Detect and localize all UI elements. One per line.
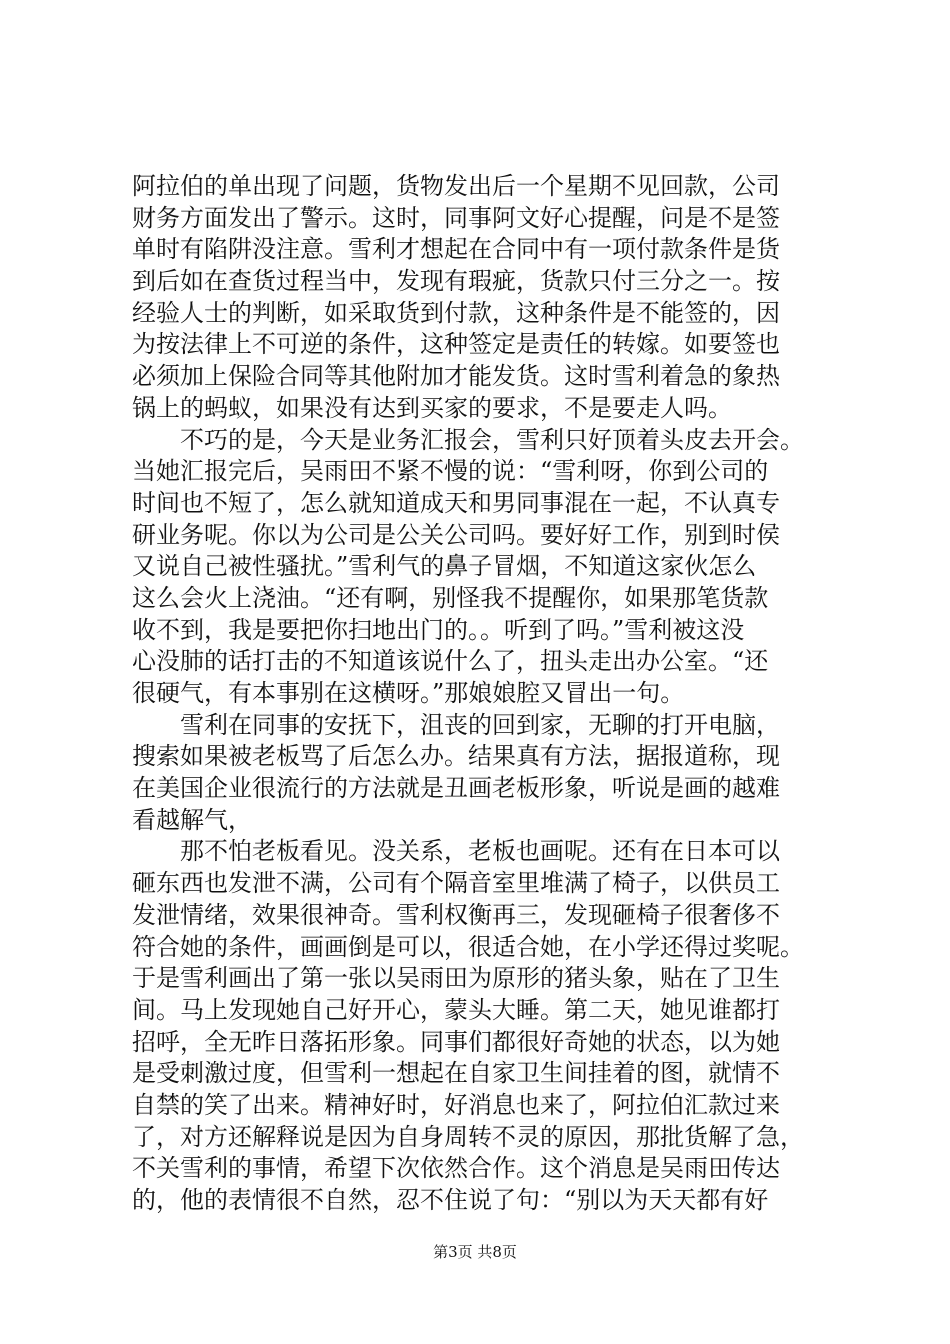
text-line: 财务方面发出了警示。这时，同事阿文好心提醒，问是不是签: [132, 203, 780, 232]
body-text: [132, 171, 832, 1217]
text-line: 不关雪利的事情，希望下次依然合作。这个消息是吴雨田传达: [132, 1154, 780, 1183]
text-line: 看越解气，: [132, 805, 252, 834]
text-line: 单时有陷阱没注意。雪利才想起在合同中有一项付款条件是货: [132, 235, 780, 264]
text-line: 当她汇报完后，吴雨田不紧不慢的说：“雪利呀，你到公司的: [132, 457, 769, 486]
text-line: 阿拉伯的单出现了问题，货物发出后一个星期不见回款，公司: [132, 172, 780, 200]
text-line: 符合她的条件，画画倒是可以，很适合她，在小学还得过奖呢。: [132, 932, 804, 961]
text-line: 必须加上保险合同等其他附加才能发货。这时雪利着急的象热: [132, 362, 780, 391]
text-line: 锅上的蚂蚁，如果没有达到买家的要求，不是要走人吗。: [132, 393, 732, 422]
text-line: 研业务呢。你以为公司是公关公司吗。要好好工作，别到时侯: [132, 520, 780, 549]
text-line: 砸东西也发泄不满，公司有个隔音室里堆满了椅子，以供员工: [132, 869, 780, 898]
text-line: 搜索如果被老板骂了后怎么办。结果真有方法，据报道称，现: [132, 742, 780, 771]
text-line: 时间也不短了，怎么就知道成天和男同事混在一起，不认真专: [132, 488, 780, 517]
text-line: 收不到，我是要把你扫地出门的。。听到了吗。”雪利被这没: [132, 615, 745, 644]
text-line: 在美国企业很流行的方法就是丑画老板形象，听说是画的越难: [132, 774, 780, 803]
text-line: 心没肺的话打击的不知道该说什么了，扭头走出办公室。“还: [132, 647, 769, 676]
text-line: 那不怕老板看见。没关系，老板也画呢。还有在日本可以: [132, 837, 780, 866]
text-line: 于是雪利画出了第一张以吴雨田为原形的猪头象，贴在了卫生: [132, 964, 780, 993]
text-line: 自禁的笑了出来。精神好时，好消息也来了，阿拉伯汇款过来: [132, 1090, 780, 1119]
text-line: 很硬气，有本事别在这横呀。”那娘娘腔又冒出一句。: [132, 679, 685, 707]
text-line: 经验人士的判断，如采取货到付款，这种条件是不能签的，因: [132, 298, 780, 327]
text-line: 为按法律上不可逆的条件，这种签定是责任的转嫁。如要签也: [132, 330, 780, 359]
text-line: 间。马上发现她自己好开心，蒙头大睡。第二天，她见谁都打: [132, 995, 780, 1024]
text-line: 发泄情绪，效果很神奇。雪利权衡再三，发现砸椅子很奢侈不: [132, 900, 780, 929]
text-line: 雪利在同事的安抚下，沮丧的回到家，无聊的打开电脑，: [132, 710, 780, 739]
text-line: 到后如在查货过程当中，发现有瑕疵，货款只付三分之一。按: [132, 267, 780, 296]
text-line: 又说自己被性骚扰。”雪利气的鼻子冒烟，不知道这家伙怎么: [132, 552, 757, 581]
text-line: 了，对方还解释说是因为自身周转不灵的原因，那批货解了急，: [132, 1122, 804, 1151]
page-number-footer: 第3页 共8页: [433, 1243, 517, 1261]
text-line: 招呼，全无昨日落拓形象。同事们都很好奇她的状态，以为她: [132, 1027, 780, 1056]
text-line: 不巧的是，今天是业务汇报会，雪利只好顶着头皮去开会。: [132, 425, 804, 454]
text-line: 是受刺激过度，但雪利一想起在自家卫生间挂着的图，就情不: [132, 1059, 780, 1088]
text-line: 这么会火上浇油。“还有啊，别怪我不提醒你，如果那笔货款: [132, 583, 769, 612]
text-line: 的，他的表情很不自然，忍不住说了句：“别以为天天都有好: [132, 1186, 769, 1214]
